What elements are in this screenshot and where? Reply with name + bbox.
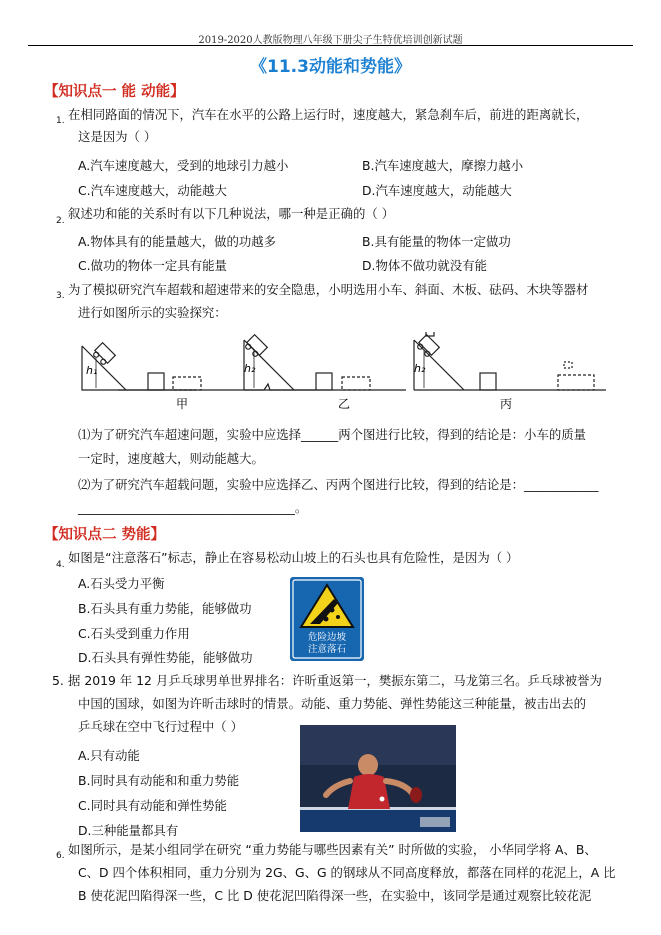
q1-stem-line2: 这是因为（ ） <box>78 129 157 144</box>
q5-option-d: D.三种能量都具有 <box>78 823 179 838</box>
page-header: 2019-2020人教版物理八年级下册尖子生特优培训创新试题 <box>198 35 463 46</box>
falling-rocks-sign <box>290 577 364 661</box>
q1-option-a: A.汽车速度越大，受到的地球引力越小 <box>78 158 289 173</box>
q3-label-bing: 丙 <box>500 397 513 411</box>
q3-label-yi: 乙 <box>338 397 351 411</box>
q1-option-b: B.汽车速度越大，摩擦力越小 <box>362 158 524 173</box>
q2-stem: 叙述功和能的关系时有以下几种说法，哪一种是正确的（ ） <box>68 206 395 221</box>
q4-option-a: A.石头受力平衡 <box>78 576 165 591</box>
q4-option-c: C.石头受到重力作用 <box>78 626 190 641</box>
page-title: 《11.3动能和势能》 <box>250 57 411 77</box>
sign-text-line2: 注意落石 <box>307 644 347 655</box>
q4-number: 4. <box>56 560 65 570</box>
table-tennis-photo <box>300 725 456 832</box>
q1-number: 1. <box>56 116 65 126</box>
q5-option-c: C.同时具有动能和弹性势能 <box>78 798 227 813</box>
header-divider <box>28 45 633 46</box>
q3-label-h1: h₁ <box>86 364 98 377</box>
q3-label-jia: 甲 <box>176 397 189 411</box>
q3-stem-line2: 进行如图所示的实验探究： <box>78 305 227 320</box>
sign-text-line1: 危险边坡 <box>307 632 347 643</box>
q4-option-b: B.石头具有重力势能，能够做功 <box>78 601 252 616</box>
q3-part1-line1: ⑴为了研究汽车超速问题，实验中应选择______两个图进行比较，得到的结论是：小车的质量 <box>78 427 587 442</box>
q3-number: 3. <box>56 291 65 301</box>
q3-label-h2-yi: h₂ <box>244 362 256 375</box>
q2-option-a: A.物体具有的能量越大，做的功越多 <box>78 234 277 249</box>
q5-stem-line2: 中国的国球，如图为许昕击球时的情景。动能、重力势能、弹性势能这三种能量，被击出去的 <box>78 696 587 711</box>
q6-stem-line2: C、D 四个体积相同，重力分别为 2G、G、G 的钢球从不同高度释放，都落在同样的花泥上，A 比 <box>78 865 616 880</box>
q5-option-a: A.只有动能 <box>78 748 140 763</box>
q5-stem-line1: 据 2019 年 12 月乒乓球男单世界排名：许昕重返第一，樊振东第二，马龙第三名。乒乓球被誉为 <box>68 673 602 688</box>
q1-option-c: C.汽车速度越大，动能越大 <box>78 183 227 198</box>
section-heading-2: 【知识点二 势能】 <box>44 527 166 543</box>
q3-part2-line2: ___________________________________。 <box>78 500 308 515</box>
q5-option-b: B.同时具有动能和和重力势能 <box>78 773 240 788</box>
q1-stem-line1: 在相同路面的情况下，汽车在水平的公路上运行时，速度越大，紧急刹车后，前进的距离就长， <box>68 107 589 122</box>
q3-part2-line1: ⑵为了研究汽车超载问题，实验中应选择乙、丙两个图进行比较，得到的结论是：____________ <box>78 477 599 492</box>
q5-stem-line3: 乒乓球在空中飞行过程中（ ） <box>78 719 244 734</box>
q4-option-d: D.石头具有弹性势能，能够做功 <box>78 650 253 665</box>
q2-option-c: C.做功的物体一定具有能量 <box>78 258 227 273</box>
q5-number: 5. <box>52 673 64 688</box>
q2-option-b: B.具有能量的物体一定做功 <box>362 234 511 249</box>
section-heading-1: 【知识点一 能 动能】 <box>44 84 185 100</box>
q3-stem-line1: 为了模拟研究汽车超载和超速带来的安全隐患，小明选用小车、斜面、木板、砝码、木块等器材 <box>68 282 589 297</box>
q3-experiment-figure <box>76 332 616 412</box>
q6-number: 6. <box>56 851 65 861</box>
q1-option-d: D.汽车速度越大，动能越大 <box>362 183 512 198</box>
q2-option-d: D.物体不做功就没有能 <box>362 258 487 273</box>
q4-stem: 如图是“注意落石”标志，静止在容易松动山坡上的石头也具有危险性，是因为（ ） <box>68 550 519 565</box>
q6-stem-line3: B 使花泥凹陷得深一些，C 比 D 使花泥凹陷得深一些，在实验中，该同学是通过观察比较花泥 <box>78 888 592 903</box>
q2-number: 2. <box>56 216 65 226</box>
q3-label-h2-bing: h₂ <box>414 362 426 375</box>
q3-part1-line2: 一定时，速度越大，则动能越大。 <box>78 451 264 466</box>
q6-stem-line1: 如图所示，是某小组同学在研究 “重力势能与哪些因素有关” 时所做的实验， 小华同学将 A、B、 <box>68 842 597 857</box>
